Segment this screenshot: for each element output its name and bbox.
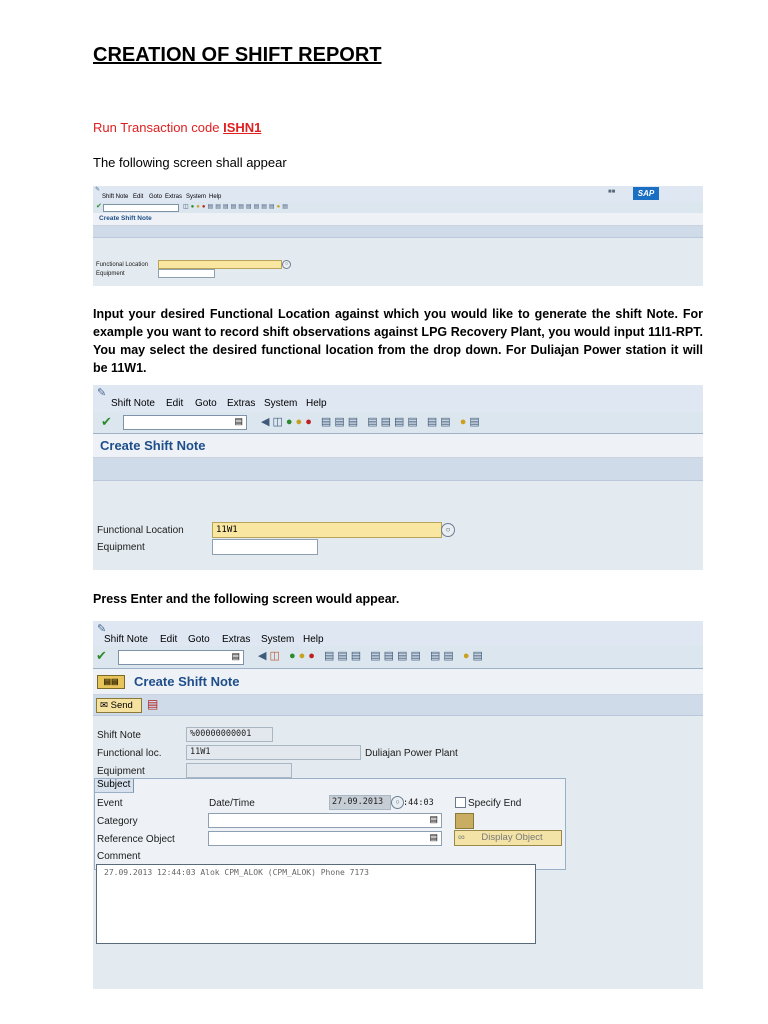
command-field[interactable] — [103, 204, 179, 212]
functional-location-field[interactable] — [158, 260, 282, 269]
equipment-label: Equipment — [96, 271, 125, 277]
functional-location-field[interactable]: 11W1 — [212, 522, 442, 538]
first-page-icon[interactable]: ▤ — [370, 650, 384, 662]
toolbar-icons — [261, 415, 483, 428]
exit-icon[interactable]: ● — [196, 204, 202, 210]
tab-subject[interactable]: Subject — [94, 778, 134, 793]
reference-object-label: Reference Object — [97, 834, 175, 845]
find-icon[interactable]: ▤ — [215, 204, 223, 210]
print-icon[interactable]: ▤ — [320, 416, 335, 428]
find-next-icon[interactable]: ▤ — [222, 204, 231, 210]
menu-shift-note[interactable]: Shift Note — [104, 634, 148, 645]
functional-loc-field: 11W1 — [186, 745, 361, 760]
run-transaction-line — [93, 120, 261, 135]
command-field[interactable] — [118, 650, 244, 665]
menu-system[interactable]: System — [186, 194, 207, 200]
find-icon[interactable]: ▤ — [334, 416, 348, 428]
f4-help-icon[interactable]: ○ — [282, 260, 291, 269]
run-transaction-prefix: Run Transaction code — [93, 120, 224, 135]
menu-extras[interactable]: Extras — [227, 398, 256, 409]
specify-end-label: Specify End — [468, 798, 522, 809]
f4-help-icon[interactable]: ○ — [441, 523, 455, 537]
back-icon[interactable]: ● — [285, 416, 296, 428]
shortcut-icon[interactable]: ▤ — [443, 650, 457, 662]
cancel-icon[interactable]: ● — [305, 416, 315, 428]
shortcut-icon[interactable]: ▤ — [268, 204, 277, 210]
menu-edit[interactable]: Edit — [166, 398, 184, 409]
datetime-label: Date/Time — [209, 798, 255, 809]
screen-title: Create Shift Note — [93, 213, 703, 226]
session-icon: ✎ — [95, 187, 101, 193]
prev-page-icon[interactable]: ▤ — [380, 416, 394, 428]
comment-label: Comment — [97, 851, 141, 862]
prev-page-icon[interactable]: ▤ — [383, 650, 398, 662]
f4-help-icon[interactable]: ▤ — [429, 832, 438, 842]
enter-icon[interactable]: ✔ — [96, 203, 102, 210]
functional-location-label: Functional Location — [97, 525, 184, 536]
clock-icon[interactable]: ○ — [391, 796, 404, 809]
last-page-icon[interactable]: ▤ — [407, 416, 421, 428]
functional-loc-description: Duliajan Power Plant — [365, 748, 458, 759]
toolbar-icons — [183, 203, 290, 210]
save-icon[interactable]: ◫ — [272, 416, 286, 428]
menu-extras[interactable]: Extras — [165, 194, 183, 200]
help-icon[interactable]: ● — [459, 416, 470, 428]
menu-edit[interactable]: Edit — [133, 194, 144, 200]
screen-title: Create Shift Note — [134, 674, 240, 689]
event-date-field[interactable]: 27.09.2013 — [329, 795, 391, 810]
object-icon[interactable] — [455, 813, 474, 829]
sap-screen-large — [93, 621, 703, 989]
menu-system[interactable]: System — [264, 398, 298, 409]
session-icon: ✎ — [97, 623, 107, 635]
equipment-field[interactable] — [212, 539, 318, 555]
subject-panel — [94, 778, 566, 870]
standard-toolbar — [93, 646, 703, 669]
menu-shift-note[interactable]: Shift Note — [102, 194, 129, 200]
document-title: CREATION OF SHIFT REPORT — [93, 44, 382, 66]
window-buttons-icon[interactable]: ■■ — [608, 189, 616, 195]
application-toolbar — [93, 458, 703, 481]
press-enter-line: Press Enter and the following screen would appear. — [93, 592, 400, 606]
print-icon[interactable]: ▤ — [323, 650, 338, 662]
menu-goto[interactable]: Goto — [188, 634, 210, 645]
display-object-label: Display Object — [481, 832, 543, 843]
send-label: Send — [110, 700, 133, 711]
menu-shift-note[interactable]: Shift Note — [111, 398, 155, 409]
shift-note-field: %00000000001 — [186, 727, 273, 742]
save-icon[interactable]: ◫ — [183, 204, 191, 210]
command-dropdown-icon[interactable]: ▤ — [234, 416, 243, 426]
menu-help[interactable]: Help — [306, 398, 327, 409]
event-time-field[interactable]: :44:03 — [403, 798, 434, 808]
last-page-icon[interactable]: ▤ — [410, 650, 424, 662]
save-icon[interactable]: ◫ — [269, 650, 283, 662]
comment-textarea[interactable] — [96, 864, 536, 944]
menu-bar — [93, 621, 703, 647]
screen-title-bar — [93, 669, 703, 695]
find-next-icon[interactable]: ▤ — [350, 650, 365, 662]
shortcut-icon[interactable]: ▤ — [440, 416, 454, 428]
menu-extras[interactable]: Extras — [222, 634, 251, 645]
application-toolbar — [93, 226, 703, 238]
sap-screen-medium — [93, 385, 703, 570]
category-field[interactable] — [208, 813, 442, 828]
new-session-icon[interactable]: ▤ — [426, 416, 441, 428]
command-field[interactable] — [123, 415, 247, 430]
help-icon[interactable]: ● — [276, 204, 283, 210]
equipment-label: Equipment — [97, 766, 145, 777]
equipment-field — [186, 763, 292, 778]
cancel-icon[interactable]: ● — [201, 204, 208, 210]
standard-toolbar — [93, 412, 703, 434]
back-icon[interactable]: ● — [288, 650, 299, 662]
last-page-icon[interactable]: ▤ — [253, 204, 262, 210]
comment-text: 27.09.2013 12:44:03 Alok CPM_ALOK (CPM_ALOK) Phone 7173 — [104, 868, 369, 877]
toggle-edit-icon[interactable]: ▤▤ — [97, 675, 125, 689]
functional-location-label: Functional Location — [96, 262, 149, 268]
first-page-icon[interactable]: ▤ — [230, 204, 239, 210]
first-page-icon[interactable]: ▤ — [367, 416, 381, 428]
sap-screen-small — [93, 186, 703, 286]
equipment-label: Equipment — [97, 542, 145, 553]
transaction-code: ISHN1 — [223, 120, 262, 135]
layout-icon[interactable]: ▤ — [472, 650, 486, 662]
session-icon: ✎ — [97, 387, 107, 399]
equipment-field[interactable] — [158, 269, 215, 278]
print-icon[interactable]: ▤ — [207, 204, 216, 210]
menu-goto[interactable]: Goto — [195, 398, 217, 409]
exit-icon[interactable]: ● — [298, 650, 309, 662]
following-screen-line: The following screen shall appear — [93, 155, 287, 170]
screen-title: Create Shift Note — [93, 434, 703, 458]
display-object-button[interactable] — [454, 830, 562, 846]
glasses-icon: ∞ — [458, 832, 465, 843]
menu-bar — [93, 385, 703, 413]
prev-icon[interactable]: ◀ — [261, 416, 273, 428]
prev-page-icon[interactable]: ▤ — [238, 204, 246, 210]
help-icon[interactable]: ● — [462, 650, 473, 662]
input-instructions: Input your desired Functional Location against which you would like to generate the shift Note. For example you want to record shift observations against LPG Recovery Plant, you would input 11l1-RPT. You may select the desired functional location from the drop down. For Duliajan Power station it will be 11W1. — [93, 307, 703, 375]
layout-icon[interactable]: ▤ — [469, 416, 483, 428]
layout-icon[interactable]: ▤ — [282, 204, 290, 210]
sap-logo: SAP — [633, 187, 659, 200]
find-next-icon[interactable]: ▤ — [347, 416, 362, 428]
menu-help[interactable]: Help — [303, 634, 324, 645]
functional-loc-label: Functional loc. — [97, 748, 162, 759]
menu-goto[interactable]: Goto — [149, 194, 163, 200]
back-icon[interactable]: ● — [190, 204, 197, 210]
next-page-icon[interactable]: ▤ — [397, 650, 411, 662]
exit-icon[interactable]: ● — [295, 416, 306, 428]
application-toolbar — [93, 695, 703, 716]
shift-note-label: Shift Note — [97, 730, 141, 741]
prev-icon[interactable]: ◀ — [258, 650, 270, 662]
enter-icon[interactable]: ✔ — [101, 414, 112, 429]
reference-object-field[interactable] — [208, 831, 442, 846]
f4-help-icon[interactable]: ▤ — [429, 814, 438, 824]
enter-icon[interactable]: ✔ — [96, 648, 107, 663]
menu-system[interactable]: System — [261, 634, 295, 645]
cancel-icon[interactable]: ● — [308, 650, 318, 662]
next-page-icon[interactable]: ▤ — [394, 416, 408, 428]
find-icon[interactable]: ▤ — [337, 650, 351, 662]
menu-edit[interactable]: Edit — [160, 634, 178, 645]
command-dropdown-icon[interactable]: ▤ — [231, 651, 240, 661]
envelope-icon: ✉ — [100, 700, 108, 711]
menu-help[interactable]: Help — [209, 194, 222, 200]
new-session-icon[interactable]: ▤ — [261, 204, 269, 210]
delete-icon[interactable]: ▤ — [147, 697, 159, 711]
menu-bar — [93, 186, 703, 203]
specify-end-checkbox[interactable] — [455, 797, 466, 808]
send-button[interactable] — [96, 698, 142, 713]
event-label: Event — [97, 798, 123, 809]
next-page-icon[interactable]: ▤ — [245, 204, 254, 210]
category-label: Category — [97, 816, 138, 827]
toolbar-icons — [258, 649, 486, 662]
new-session-icon[interactable]: ▤ — [429, 650, 444, 662]
